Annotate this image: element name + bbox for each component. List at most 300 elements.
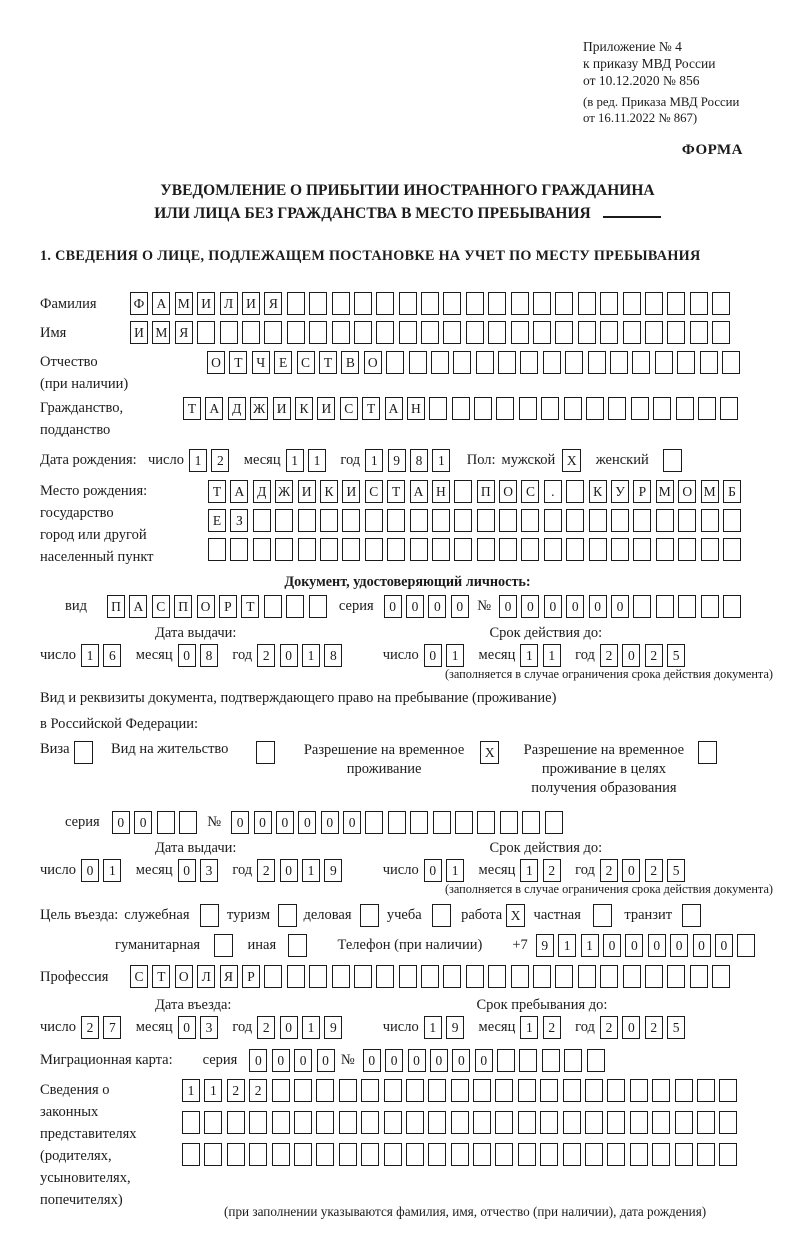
- char-cell[interactable]: [354, 292, 372, 315]
- char-cell[interactable]: 1: [302, 1016, 320, 1039]
- char-cell[interactable]: 2: [645, 1016, 663, 1039]
- char-cell[interactable]: 1: [520, 859, 538, 882]
- char-cell[interactable]: 0: [544, 595, 562, 618]
- char-cell[interactable]: 0: [452, 1049, 470, 1072]
- char-cell[interactable]: 2: [600, 859, 618, 882]
- char-cell[interactable]: 1: [302, 644, 320, 667]
- char-cell[interactable]: Я: [264, 292, 282, 315]
- char-cell[interactable]: [690, 292, 708, 315]
- char-cell[interactable]: Я: [175, 321, 193, 344]
- char-cell[interactable]: [563, 1079, 581, 1102]
- char-cell[interactable]: [432, 509, 450, 532]
- char-cell[interactable]: [521, 509, 539, 532]
- char-cell[interactable]: [387, 538, 405, 561]
- char-cell[interactable]: [563, 1111, 581, 1134]
- char-cell[interactable]: [264, 595, 282, 618]
- char-cell[interactable]: 0: [321, 811, 339, 834]
- char-cell[interactable]: 2: [600, 1016, 618, 1039]
- char-cell[interactable]: Р: [219, 595, 237, 618]
- char-cell[interactable]: 0: [622, 644, 640, 667]
- char-cell[interactable]: [533, 965, 551, 988]
- char-cell[interactable]: П: [477, 480, 495, 503]
- char-cell[interactable]: [242, 321, 260, 344]
- char-cell[interactable]: 1: [424, 1016, 442, 1039]
- purpose-option-checkbox[interactable]: [682, 904, 701, 927]
- char-cell[interactable]: 0: [475, 1049, 493, 1072]
- char-cell[interactable]: 0: [521, 595, 539, 618]
- char-cell[interactable]: 0: [499, 595, 517, 618]
- char-cell[interactable]: Т: [241, 595, 259, 618]
- char-cell[interactable]: [387, 509, 405, 532]
- purpose-option-checkbox[interactable]: [360, 904, 379, 927]
- char-cell[interactable]: У: [611, 480, 629, 503]
- char-cell[interactable]: [522, 811, 540, 834]
- char-cell[interactable]: Т: [183, 397, 201, 420]
- char-cell[interactable]: 0: [272, 1049, 290, 1072]
- char-cell[interactable]: [499, 538, 517, 561]
- char-cell[interactable]: [578, 292, 596, 315]
- char-cell[interactable]: 8: [324, 644, 342, 667]
- char-cell[interactable]: [519, 1049, 537, 1072]
- char-cell[interactable]: Ж: [250, 397, 268, 420]
- char-cell[interactable]: [589, 538, 607, 561]
- char-cell[interactable]: [431, 351, 449, 374]
- char-cell[interactable]: 0: [406, 595, 424, 618]
- char-cell[interactable]: 9: [446, 1016, 464, 1039]
- char-cell[interactable]: [452, 397, 470, 420]
- char-cell[interactable]: Л: [220, 292, 238, 315]
- char-cell[interactable]: [399, 965, 417, 988]
- char-cell[interactable]: 0: [343, 811, 361, 834]
- char-cell[interactable]: 2: [257, 644, 275, 667]
- char-cell[interactable]: 0: [254, 811, 272, 834]
- char-cell[interactable]: [540, 1079, 558, 1102]
- char-cell[interactable]: 0: [625, 934, 643, 957]
- char-cell[interactable]: 0: [249, 1049, 267, 1072]
- char-cell[interactable]: [498, 351, 516, 374]
- char-cell[interactable]: [208, 538, 226, 561]
- char-cell[interactable]: Т: [152, 965, 170, 988]
- char-cell[interactable]: [495, 1111, 513, 1134]
- char-cell[interactable]: 0: [693, 934, 711, 957]
- char-cell[interactable]: [697, 1111, 715, 1134]
- char-cell[interactable]: 0: [589, 595, 607, 618]
- char-cell[interactable]: [332, 321, 350, 344]
- char-cell[interactable]: Т: [208, 480, 226, 503]
- char-cell[interactable]: [655, 351, 673, 374]
- char-cell[interactable]: [656, 595, 674, 618]
- char-cell[interactable]: [632, 351, 650, 374]
- char-cell[interactable]: [712, 965, 730, 988]
- purpose-option-checkbox[interactable]: [278, 904, 297, 927]
- char-cell[interactable]: [540, 1111, 558, 1134]
- char-cell[interactable]: [253, 538, 271, 561]
- char-cell[interactable]: 8: [410, 449, 428, 472]
- char-cell[interactable]: [275, 538, 293, 561]
- char-cell[interactable]: [712, 292, 730, 315]
- char-cell[interactable]: [264, 321, 282, 344]
- char-cell[interactable]: [608, 397, 626, 420]
- char-cell[interactable]: 0: [384, 595, 402, 618]
- char-cell[interactable]: С: [297, 351, 315, 374]
- char-cell[interactable]: [720, 397, 738, 420]
- char-cell[interactable]: А: [205, 397, 223, 420]
- char-cell[interactable]: 8: [200, 644, 218, 667]
- sex-female-checkbox[interactable]: [663, 449, 682, 472]
- char-cell[interactable]: [542, 1049, 560, 1072]
- char-cell[interactable]: [565, 351, 583, 374]
- char-cell[interactable]: [488, 292, 506, 315]
- char-cell[interactable]: [697, 1079, 715, 1102]
- char-cell[interactable]: [600, 321, 618, 344]
- char-cell[interactable]: 0: [134, 811, 152, 834]
- char-cell[interactable]: [453, 351, 471, 374]
- char-cell[interactable]: 1: [446, 644, 464, 667]
- char-cell[interactable]: Р: [633, 480, 651, 503]
- char-cell[interactable]: [309, 292, 327, 315]
- char-cell[interactable]: [451, 1111, 469, 1134]
- char-cell[interactable]: [578, 965, 596, 988]
- char-cell[interactable]: [476, 351, 494, 374]
- char-cell[interactable]: А: [410, 480, 428, 503]
- char-cell[interactable]: [320, 538, 338, 561]
- char-cell[interactable]: О: [499, 480, 517, 503]
- char-cell[interactable]: [700, 351, 718, 374]
- char-cell[interactable]: [354, 321, 372, 344]
- char-cell[interactable]: [511, 965, 529, 988]
- char-cell[interactable]: [588, 351, 606, 374]
- humanitarian-checkbox[interactable]: [214, 934, 233, 957]
- char-cell[interactable]: [466, 321, 484, 344]
- char-cell[interactable]: Т: [229, 351, 247, 374]
- char-cell[interactable]: [566, 538, 584, 561]
- char-cell[interactable]: 1: [365, 449, 383, 472]
- char-cell[interactable]: 0: [276, 811, 294, 834]
- char-cell[interactable]: [421, 321, 439, 344]
- char-cell[interactable]: 0: [715, 934, 733, 957]
- char-cell[interactable]: [432, 538, 450, 561]
- char-cell[interactable]: 0: [428, 595, 446, 618]
- visa-checkbox[interactable]: [74, 741, 93, 764]
- char-cell[interactable]: [541, 397, 559, 420]
- char-cell[interactable]: [409, 351, 427, 374]
- char-cell[interactable]: П: [107, 595, 125, 618]
- char-cell[interactable]: [675, 1079, 693, 1102]
- char-cell[interactable]: [676, 397, 694, 420]
- char-cell[interactable]: [533, 292, 551, 315]
- char-cell[interactable]: Е: [274, 351, 292, 374]
- char-cell[interactable]: 0: [424, 644, 442, 667]
- char-cell[interactable]: 0: [178, 859, 196, 882]
- char-cell[interactable]: [421, 292, 439, 315]
- char-cell[interactable]: [253, 509, 271, 532]
- char-cell[interactable]: 0: [280, 1016, 298, 1039]
- char-cell[interactable]: [499, 509, 517, 532]
- char-cell[interactable]: [533, 321, 551, 344]
- char-cell[interactable]: [667, 292, 685, 315]
- char-cell[interactable]: [388, 811, 406, 834]
- char-cell[interactable]: [272, 1111, 290, 1134]
- char-cell[interactable]: [701, 595, 719, 618]
- char-cell[interactable]: Т: [387, 480, 405, 503]
- residence-permit-checkbox[interactable]: [256, 741, 275, 764]
- char-cell[interactable]: [630, 1079, 648, 1102]
- char-cell[interactable]: [518, 1111, 536, 1134]
- char-cell[interactable]: [477, 509, 495, 532]
- char-cell[interactable]: [645, 292, 663, 315]
- char-cell[interactable]: [376, 965, 394, 988]
- char-cell[interactable]: 1: [558, 934, 576, 957]
- char-cell[interactable]: [652, 1111, 670, 1134]
- char-cell[interactable]: В: [341, 351, 359, 374]
- char-cell[interactable]: [519, 397, 537, 420]
- char-cell[interactable]: [645, 965, 663, 988]
- char-cell[interactable]: 1: [581, 934, 599, 957]
- char-cell[interactable]: И: [298, 480, 316, 503]
- char-cell[interactable]: [365, 811, 383, 834]
- char-cell[interactable]: 0: [451, 595, 469, 618]
- char-cell[interactable]: О: [207, 351, 225, 374]
- char-cell[interactable]: И: [197, 292, 215, 315]
- char-cell[interactable]: [342, 538, 360, 561]
- char-cell[interactable]: [600, 292, 618, 315]
- char-cell[interactable]: [182, 1111, 200, 1134]
- char-cell[interactable]: [723, 595, 741, 618]
- char-cell[interactable]: [410, 811, 428, 834]
- char-cell[interactable]: [454, 538, 472, 561]
- char-cell[interactable]: [332, 292, 350, 315]
- temp-residence-checkbox[interactable]: X: [480, 741, 499, 764]
- char-cell[interactable]: [645, 321, 663, 344]
- char-cell[interactable]: [656, 509, 674, 532]
- char-cell[interactable]: [466, 292, 484, 315]
- char-cell[interactable]: [204, 1111, 222, 1134]
- char-cell[interactable]: 0: [670, 934, 688, 957]
- char-cell[interactable]: М: [656, 480, 674, 503]
- char-cell[interactable]: [495, 1079, 513, 1102]
- char-cell[interactable]: 0: [280, 859, 298, 882]
- char-cell[interactable]: 0: [280, 644, 298, 667]
- char-cell[interactable]: 1: [302, 859, 320, 882]
- char-cell[interactable]: О: [197, 595, 215, 618]
- char-cell[interactable]: 9: [536, 934, 554, 957]
- char-cell[interactable]: С: [521, 480, 539, 503]
- char-cell[interactable]: [511, 321, 529, 344]
- char-cell[interactable]: 2: [257, 1016, 275, 1039]
- char-cell[interactable]: 0: [231, 811, 249, 834]
- char-cell[interactable]: [566, 509, 584, 532]
- char-cell[interactable]: А: [385, 397, 403, 420]
- char-cell[interactable]: А: [152, 292, 170, 315]
- char-cell[interactable]: 1: [182, 1079, 200, 1102]
- char-cell[interactable]: [386, 351, 404, 374]
- char-cell[interactable]: [712, 321, 730, 344]
- char-cell[interactable]: И: [130, 321, 148, 344]
- char-cell[interactable]: [675, 1111, 693, 1134]
- char-cell[interactable]: Д: [253, 480, 271, 503]
- char-cell[interactable]: 3: [200, 1016, 218, 1039]
- char-cell[interactable]: [384, 1079, 402, 1102]
- char-cell[interactable]: 0: [294, 1049, 312, 1072]
- char-cell[interactable]: [264, 965, 282, 988]
- char-cell[interactable]: С: [340, 397, 358, 420]
- char-cell[interactable]: [316, 1079, 334, 1102]
- char-cell[interactable]: [611, 538, 629, 561]
- char-cell[interactable]: [677, 351, 695, 374]
- char-cell[interactable]: [611, 509, 629, 532]
- char-cell[interactable]: Ф: [130, 292, 148, 315]
- char-cell[interactable]: К: [589, 480, 607, 503]
- char-cell[interactable]: [287, 321, 305, 344]
- char-cell[interactable]: [332, 965, 350, 988]
- char-cell[interactable]: [365, 538, 383, 561]
- char-cell[interactable]: [633, 538, 651, 561]
- char-cell[interactable]: Ж: [275, 480, 293, 503]
- char-cell[interactable]: П: [174, 595, 192, 618]
- char-cell[interactable]: [585, 1111, 603, 1134]
- char-cell[interactable]: [722, 351, 740, 374]
- char-cell[interactable]: [477, 811, 495, 834]
- char-cell[interactable]: Л: [197, 965, 215, 988]
- char-cell[interactable]: И: [242, 292, 260, 315]
- char-cell[interactable]: .: [544, 480, 562, 503]
- char-cell[interactable]: 1: [432, 449, 450, 472]
- char-cell[interactable]: [473, 1111, 491, 1134]
- char-cell[interactable]: [723, 509, 741, 532]
- char-cell[interactable]: 0: [603, 934, 621, 957]
- char-cell[interactable]: [361, 1111, 379, 1134]
- char-cell[interactable]: И: [317, 397, 335, 420]
- char-cell[interactable]: [454, 509, 472, 532]
- char-cell[interactable]: И: [342, 480, 360, 503]
- char-cell[interactable]: 0: [178, 644, 196, 667]
- char-cell[interactable]: [309, 965, 327, 988]
- char-cell[interactable]: [589, 509, 607, 532]
- char-cell[interactable]: [690, 321, 708, 344]
- char-cell[interactable]: [633, 509, 651, 532]
- char-cell[interactable]: 1: [308, 449, 326, 472]
- char-cell[interactable]: [488, 321, 506, 344]
- char-cell[interactable]: [578, 321, 596, 344]
- char-cell[interactable]: [585, 1079, 603, 1102]
- char-cell[interactable]: [443, 965, 461, 988]
- char-cell[interactable]: С: [152, 595, 170, 618]
- char-cell[interactable]: [399, 321, 417, 344]
- char-cell[interactable]: [272, 1079, 290, 1102]
- char-cell[interactable]: С: [365, 480, 383, 503]
- char-cell[interactable]: [623, 321, 641, 344]
- char-cell[interactable]: 9: [324, 859, 342, 882]
- char-cell[interactable]: [678, 595, 696, 618]
- char-cell[interactable]: Р: [242, 965, 260, 988]
- char-cell[interactable]: 0: [112, 811, 130, 834]
- char-cell[interactable]: 0: [385, 1049, 403, 1072]
- char-cell[interactable]: 2: [543, 859, 561, 882]
- char-cell[interactable]: 1: [446, 859, 464, 882]
- char-cell[interactable]: О: [364, 351, 382, 374]
- char-cell[interactable]: [543, 351, 561, 374]
- char-cell[interactable]: [586, 397, 604, 420]
- char-cell[interactable]: К: [295, 397, 313, 420]
- char-cell[interactable]: 0: [81, 859, 99, 882]
- char-cell[interactable]: [623, 965, 641, 988]
- char-cell[interactable]: [555, 965, 573, 988]
- char-cell[interactable]: [555, 292, 573, 315]
- char-cell[interactable]: 0: [430, 1049, 448, 1072]
- char-cell[interactable]: М: [701, 480, 719, 503]
- char-cell[interactable]: Н: [432, 480, 450, 503]
- char-cell[interactable]: 0: [298, 811, 316, 834]
- purpose-option-checkbox[interactable]: [432, 904, 451, 927]
- char-cell[interactable]: [518, 1079, 536, 1102]
- char-cell[interactable]: [443, 321, 461, 344]
- char-cell[interactable]: [376, 292, 394, 315]
- char-cell[interactable]: Я: [220, 965, 238, 988]
- char-cell[interactable]: [587, 1049, 605, 1072]
- char-cell[interactable]: [443, 292, 461, 315]
- char-cell[interactable]: И: [273, 397, 291, 420]
- purpose-option-checkbox[interactable]: [200, 904, 219, 927]
- char-cell[interactable]: [197, 321, 215, 344]
- char-cell[interactable]: О: [175, 965, 193, 988]
- char-cell[interactable]: [566, 480, 584, 503]
- char-cell[interactable]: Т: [319, 351, 337, 374]
- char-cell[interactable]: 2: [249, 1079, 267, 1102]
- char-cell[interactable]: [653, 397, 671, 420]
- char-cell[interactable]: [723, 538, 741, 561]
- char-cell[interactable]: [433, 811, 451, 834]
- char-cell[interactable]: [339, 1079, 357, 1102]
- char-cell[interactable]: [466, 965, 484, 988]
- char-cell[interactable]: [701, 509, 719, 532]
- char-cell[interactable]: [630, 1111, 648, 1134]
- char-cell[interactable]: [454, 480, 472, 503]
- char-cell[interactable]: 2: [543, 1016, 561, 1039]
- char-cell[interactable]: [428, 1111, 446, 1134]
- char-cell[interactable]: 0: [178, 1016, 196, 1039]
- char-cell[interactable]: Е: [208, 509, 226, 532]
- char-cell[interactable]: [309, 321, 327, 344]
- char-cell[interactable]: [690, 965, 708, 988]
- char-cell[interactable]: 2: [645, 859, 663, 882]
- char-cell[interactable]: [421, 965, 439, 988]
- char-cell[interactable]: А: [230, 480, 248, 503]
- char-cell[interactable]: 1: [543, 644, 561, 667]
- edu-residence-checkbox[interactable]: [698, 741, 717, 764]
- char-cell[interactable]: [287, 965, 305, 988]
- char-cell[interactable]: 9: [324, 1016, 342, 1039]
- char-cell[interactable]: [354, 965, 372, 988]
- char-cell[interactable]: [316, 1111, 334, 1134]
- char-cell[interactable]: 0: [622, 1016, 640, 1039]
- char-cell[interactable]: 2: [257, 859, 275, 882]
- char-cell[interactable]: [365, 509, 383, 532]
- char-cell[interactable]: [667, 321, 685, 344]
- char-cell[interactable]: 1: [81, 644, 99, 667]
- char-cell[interactable]: 3: [200, 859, 218, 882]
- purpose-option-checkbox[interactable]: [593, 904, 612, 927]
- char-cell[interactable]: [496, 397, 514, 420]
- char-cell[interactable]: [610, 351, 628, 374]
- char-cell[interactable]: [678, 538, 696, 561]
- char-cell[interactable]: [227, 1111, 245, 1134]
- char-cell[interactable]: 2: [211, 449, 229, 472]
- char-cell[interactable]: [287, 292, 305, 315]
- char-cell[interactable]: [520, 351, 538, 374]
- char-cell[interactable]: [399, 292, 417, 315]
- char-cell[interactable]: [249, 1111, 267, 1134]
- char-cell[interactable]: [384, 1111, 402, 1134]
